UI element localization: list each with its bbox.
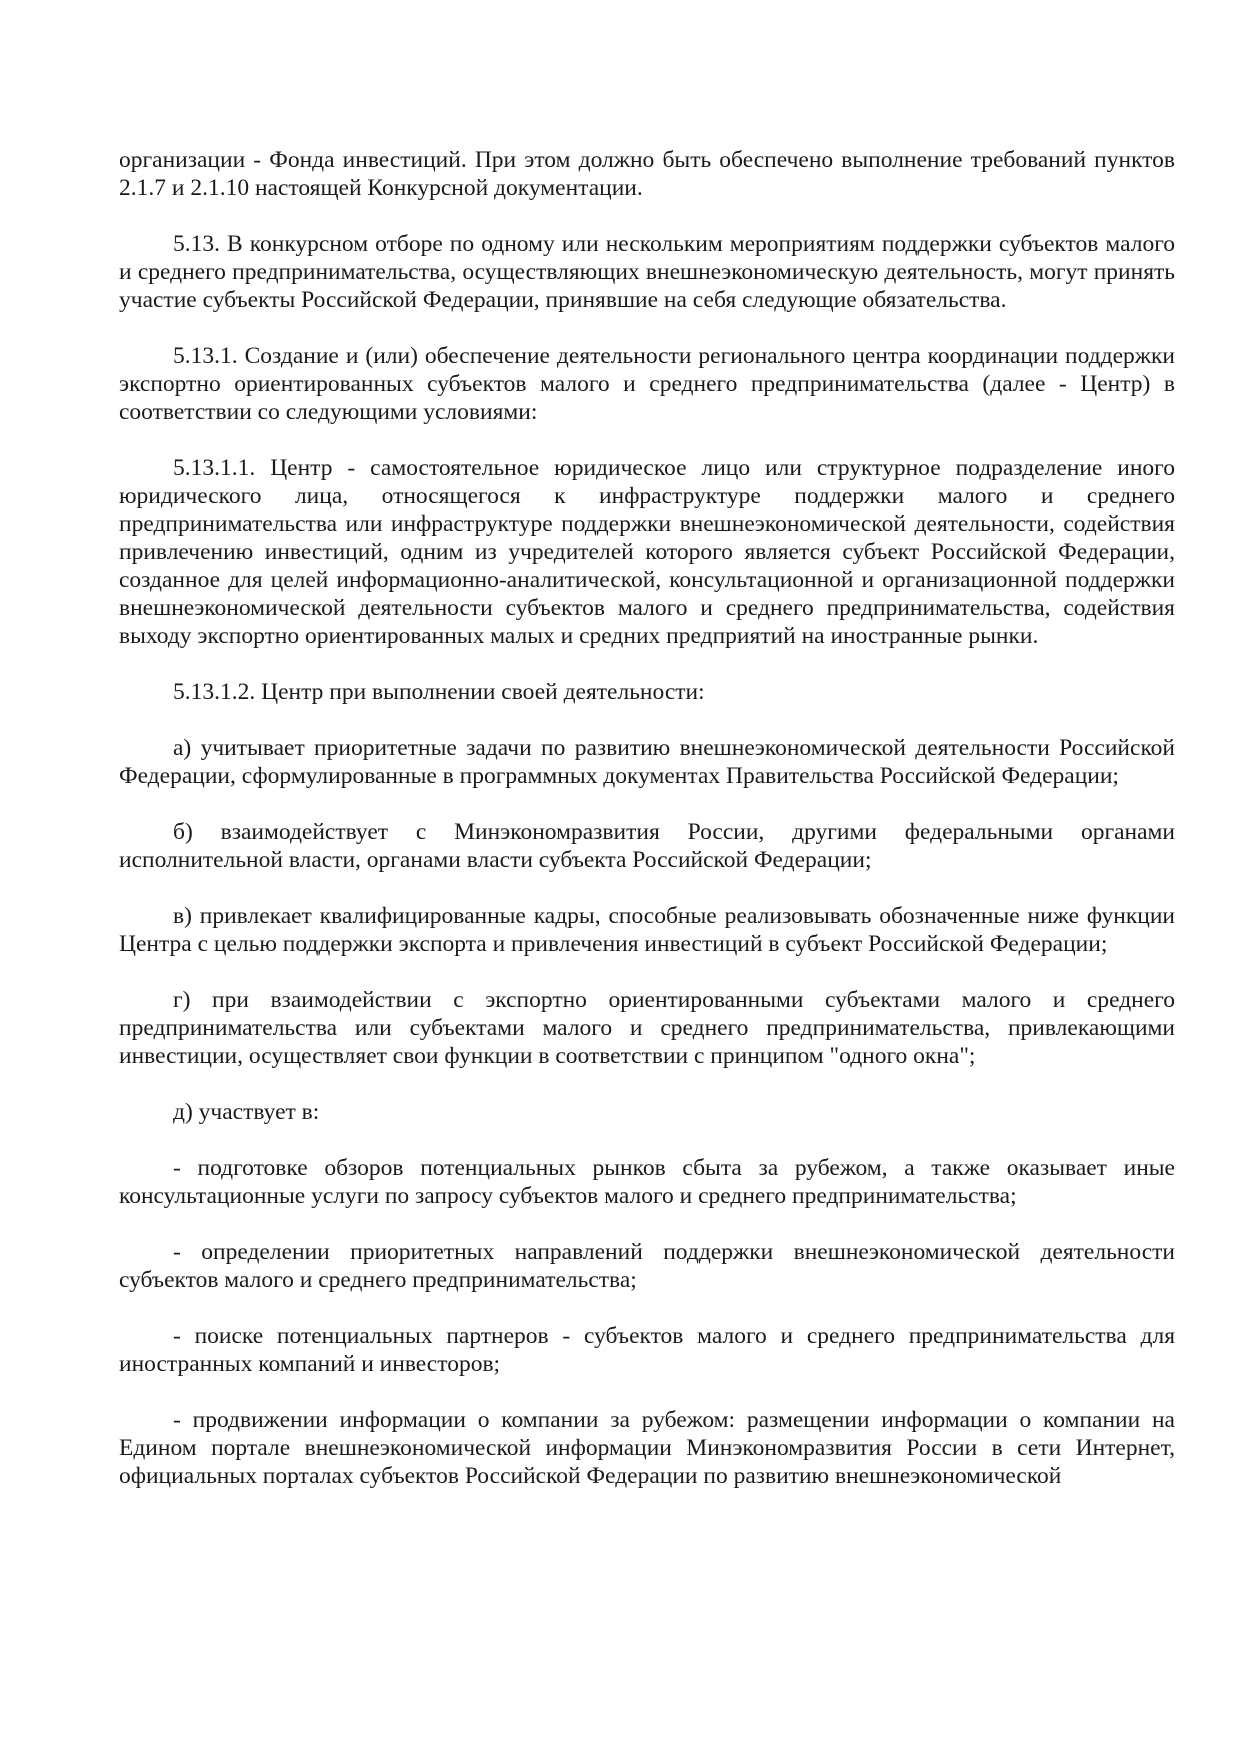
paragraph-item-d: д) участвует в: — [173, 1099, 320, 1125]
paragraph-item-g: г) при взаимодействии с экспортно ориентированными субъектами малого и среднего предпринимательства или субъектами малого и среднего предпринимательства, привлекающими инвестиции, осуществляет свои функции в соответствии с принципом "одного окна"; — [119, 987, 1175, 1069]
paragraph-5-13-1: 5.13.1. Создание и (или) обеспечение деятельности регионального центра координации поддержки экспортно ориентированных субъектов малого и среднего предпринимательства (далее - Центр) в соответствии со следующими условиями: — [119, 343, 1175, 425]
document-page — [119, 146, 1175, 1518]
paragraph-bullet-3: - поиске потенциальных партнеров - субъектов малого и среднего предпринимательства для иностранных компаний и инвесторов; — [119, 1323, 1175, 1377]
paragraph-bullet-2: - определении приоритетных направлений поддержки внешнеэкономической деятельности субъектов малого и среднего предпринимательства; — [119, 1239, 1175, 1293]
paragraph-item-a: а) учитывает приоритетные задачи по развитию внешнеэкономической деятельности Российской Федерации, сформулированные в программных документах Правительства Российской Федерации; — [119, 735, 1175, 789]
paragraph-item-v: в) привлекает квалифицированные кадры, способные реализовывать обозначенные ниже функции Центра с целью поддержки экспорта и привлечения инвестиций в субъект Российской Федерации; — [119, 903, 1175, 957]
paragraph-continuation: организации - Фонда инвестиций. При этом должно быть обеспечено выполнение требований пунктов 2.1.7 и 2.1.10 настоящей Конкурсной документации. — [119, 147, 1175, 201]
paragraph-5-13-1-1: 5.13.1.1. Центр - самостоятельное юридическое лицо или структурное подразделение иного юридического лица, относящегося к инфраструктуре поддержки малого и среднего предпринимательства или инфраструктуре поддержки внешнеэкономической деятельности, содействия привлечению инвестиций, одним из учредителей которого является субъект Российской Федерации, созданное для целей информационно-аналитической, консультационной и организационной поддержки внешнеэкономической деятельности субъектов малого и среднего предпринимательства, содействия выходу экспортно ориентированных малых и средних предприятий на иностранные рынки. — [119, 455, 1175, 649]
paragraph-5-13-1-2: 5.13.1.2. Центр при выполнении своей деятельности: — [173, 679, 705, 705]
paragraph-item-b: б) взаимодействует с Минэкономразвития России, другими федеральными органами исполнительной власти, органами власти субъекта Российской Федерации; — [119, 819, 1175, 873]
paragraph-bullet-4: - продвижении информации о компании за рубежом: размещении информации о компании на Едином портале внешнеэкономической информации Минэкономразвития России в сети Интернет, официальных порталах субъектов Российской Федерации по развитию внешнеэкономической — [119, 1407, 1175, 1489]
paragraph-5-13: 5.13. В конкурсном отборе по одному или нескольким мероприятиям поддержки субъектов малого и среднего предпринимательства, осуществляющих внешнеэкономическую деятельность, могут принять участие субъекты Российской Федерации, принявшие на себя следующие обязательства. — [119, 231, 1175, 313]
paragraph-bullet-1: - подготовке обзоров потенциальных рынков сбыта за рубежом, а также оказывает иные консультационные услуги по запросу субъектов малого и среднего предпринимательства; — [119, 1155, 1175, 1209]
